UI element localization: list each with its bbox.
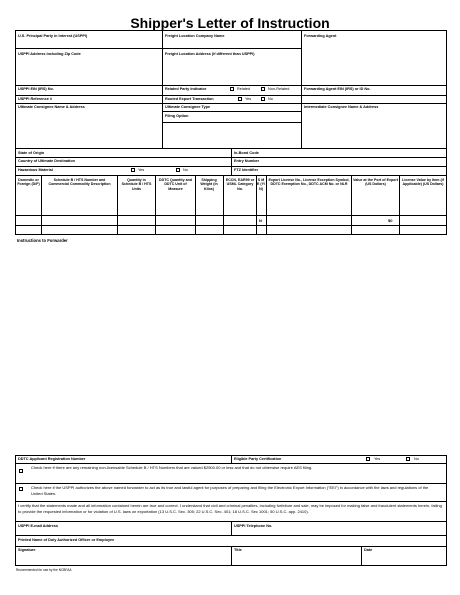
routed-export-label: Routed Export Transaction xyxy=(165,97,214,101)
routed-yes-label: Yes xyxy=(245,97,252,101)
eligible-no-label: No xyxy=(414,457,419,461)
freight-address-label: Freight Location Address (if different than USPPI) xyxy=(165,52,255,56)
eligible-no-checkbox[interactable] xyxy=(406,457,410,461)
usppi-label: U.S. Principal Party in Interest (USPPI) xyxy=(18,34,88,38)
hazmat-yes-label: Yes xyxy=(138,168,145,172)
usppi-phone-label: USPPI Telephone No. xyxy=(234,524,273,528)
value-cell: $0 xyxy=(388,218,393,223)
col-domestic-foreign: Domestic or Foreign (D/F) xyxy=(17,178,40,187)
instructions-label: Instructions to Forwarder xyxy=(17,238,68,243)
routed-yes-checkbox[interactable] xyxy=(238,97,242,101)
col-schedule-b: Schedule B / HTS Number and Commercial Commodity Description xyxy=(48,178,111,187)
filing-option-label: Filing Option xyxy=(165,114,189,118)
check1-text: Check here if there are any remaining non-licensable Schedule B / HTS Numbers that are valued $2500.00 or less and that do not otherwise require AES filing. xyxy=(31,465,313,470)
forwarding-agent-label: Forwarding Agent xyxy=(304,34,337,38)
signature-label: Signature xyxy=(18,548,36,552)
non-related-checkbox[interactable] xyxy=(261,87,265,91)
eligible-party-label: Eligible Party Certification xyxy=(234,457,282,461)
col-sme: S M E (Y/ N) xyxy=(257,178,265,191)
col-export-license: Export License No., License Exception Symbol, DDTC Exemption No., DDTC ACM No. or NLR xyxy=(268,178,350,187)
intermediate-consignee-label: Intermediate Consignee Name & Address xyxy=(304,105,379,109)
non-related-label: Non-Related xyxy=(268,87,290,91)
hazardous-material-label: Hazardous Material xyxy=(18,168,53,172)
inbond-code-label: In-Bond Code xyxy=(234,151,259,155)
state-of-origin-label: State of Origin xyxy=(18,151,45,155)
usppi-reference-label: USPPI Reference # xyxy=(18,97,52,101)
forwarding-agent-ein-label: Forwarding Agent EIN (IRS) or ID No. xyxy=(304,87,371,91)
ddtc-registration-label: DDTC Applicant Registration Number xyxy=(18,457,86,461)
col-shipping-weight: Shipping Weight (in Kilos) xyxy=(200,178,218,191)
col-eccn: ECCN, EAR99 or USML Category No. xyxy=(225,178,255,191)
hazmat-no-checkbox[interactable] xyxy=(176,168,180,172)
usppi-address-label: USPPI Address Including Zip Code xyxy=(18,52,81,56)
date-label: Date xyxy=(364,548,373,552)
hazmat-yes-checkbox[interactable] xyxy=(131,168,135,172)
usppi-email-label: USPPI E-mail Address xyxy=(18,524,58,528)
freight-company-label: Freight Location Company Name xyxy=(165,34,225,38)
consignee-type-label: Ultimate Consignee Type xyxy=(165,105,211,109)
certification-text: I certify that the statements made and all information contained herein are true and correct. I understand that civil and criminal penalties, including forfeiture and sale, may be imposed for making false and fraudulent statements herein, failing to provide the requested information or for violation of U.S. laws on exportation (13 U.S.C. Sec. 305; 22 U.S.C. Sec. 401; 18 U.S.C. Sec 1001; 50 U.S.C. app. 2410). xyxy=(18,503,442,515)
form-title: Shipper's Letter of Instruction xyxy=(130,15,330,31)
entry-number-label: Entry Number xyxy=(234,159,260,163)
ftz-identifier-label: FTZ Identifier xyxy=(234,168,259,172)
related-checkbox[interactable] xyxy=(230,87,234,91)
related-party-label: Related Party Indicator xyxy=(165,87,207,91)
routed-no-label: No xyxy=(268,97,273,101)
col-value: Value at the Port of Export (US Dollars) xyxy=(353,178,398,187)
eligible-yes-label: Yes xyxy=(374,457,381,461)
footer-text: Recommended for use by the NCBFAA xyxy=(16,568,72,572)
country-destination-label: Country of Ultimate Destination xyxy=(18,159,75,163)
check2-text: Check here if the USPPI authorizes the above named forwarder to act as its true and lawful agent for purposes of preparing and filing the Electronic Export Information ("EEI") in accordance with the laws and regulations of the United States. xyxy=(31,485,429,497)
sme-cell: N xyxy=(259,218,262,223)
routed-no-checkbox[interactable] xyxy=(261,97,265,101)
col-quantity: Quantity in Schedule B / HTS Units xyxy=(121,178,152,191)
ultimate-consignee-label: Ultimate Consignee Name & Address xyxy=(18,105,85,109)
check1-checkbox[interactable] xyxy=(19,469,23,473)
usppi-ein-label: USPPI EIN (IRS) No. xyxy=(18,87,54,91)
col-license-value: License Value by Item (if Applicable) (US Dollars) xyxy=(402,178,444,187)
check2-checkbox[interactable] xyxy=(19,487,23,491)
hazmat-no-label: No xyxy=(183,168,188,172)
eligible-yes-checkbox[interactable] xyxy=(366,457,370,461)
title-label: Title xyxy=(234,548,242,552)
printed-name-label: Printed Name of Duly Authorized Officer or Employee xyxy=(18,538,115,542)
col-ddtc-quantity: DDTC Quantity and DDTC Unit of Measure xyxy=(159,178,192,191)
related-label: Related xyxy=(237,87,251,91)
